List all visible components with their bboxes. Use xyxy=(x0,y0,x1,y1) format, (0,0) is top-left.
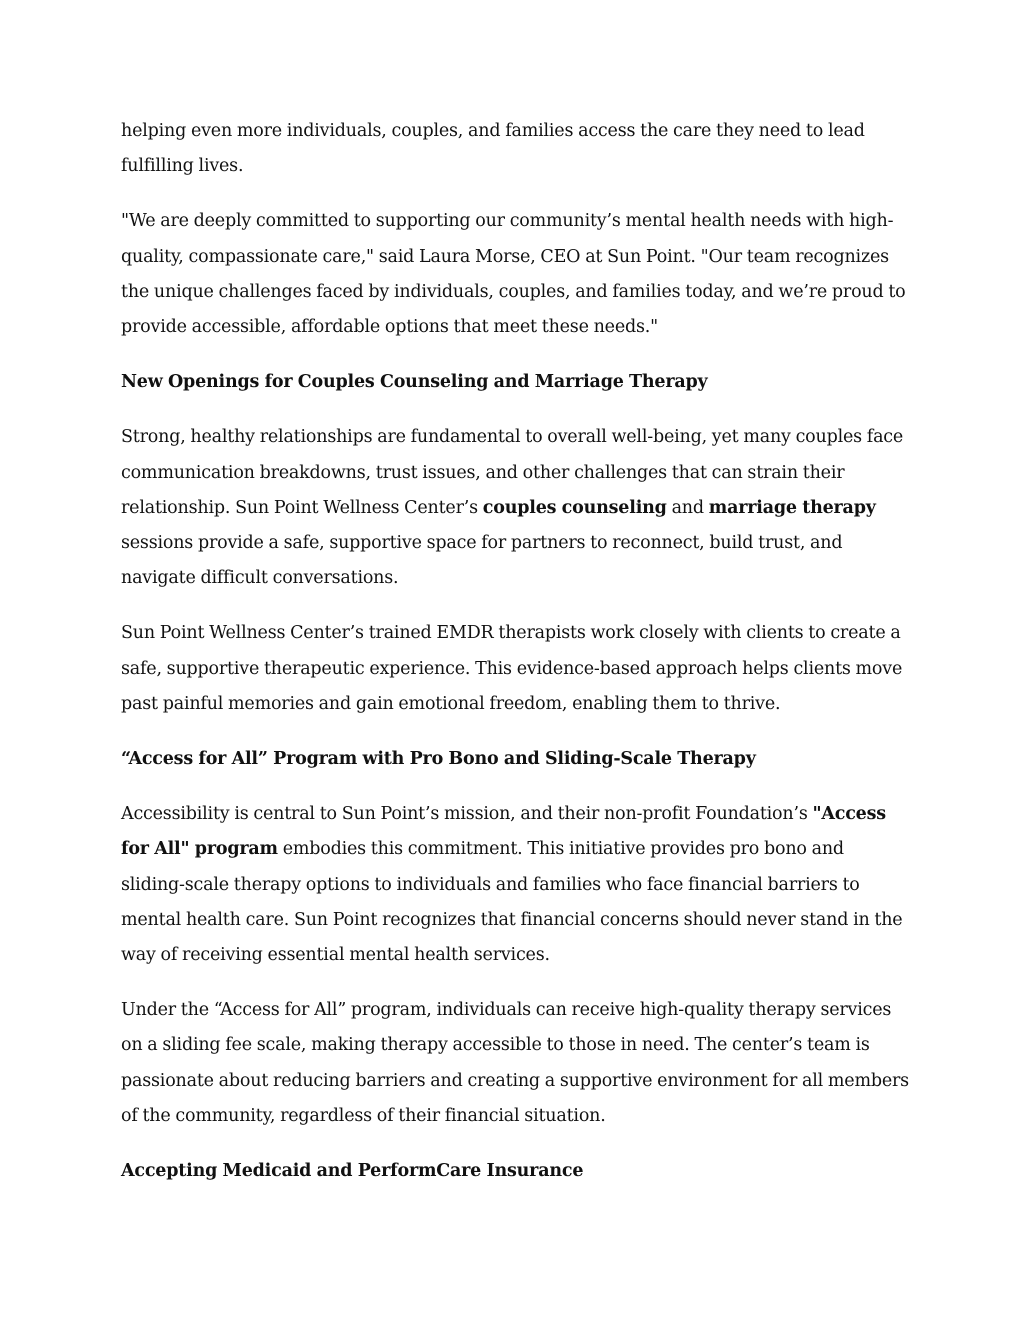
bold-couples-counseling: couples counseling xyxy=(482,497,667,518)
paragraph-emdr: Sun Point Wellness Center’s trained EMDR therapists work closely with clients to create a safe, supportive therapeutic experience. This evidence-based approach helps clients move past painful memories and gain emotional freedom, enabling them to thrive. xyxy=(121,623,903,714)
heading-medicaid: Accepting Medicaid and PerformCare Insurance xyxy=(121,1161,584,1182)
text-span: embodies this commitment. This initiative provides pro bono and sliding-scale therapy options to individuals and families who face financial barriers to mental health care. Sun Point recognizes that financial concerns should never stand in the way of receiving essential mental health services. xyxy=(121,839,903,966)
paragraph-ceo-quote: "We are deeply committed to supporting our community’s mental health needs with high-quality, compassionate care," said Laura Morse, CEO at Sun Point. "Our team recognizes the unique challenges faced by individuals, couples, and families today, and we’re proud to provide accessible, affordable options that meet these needs." xyxy=(121,211,906,338)
paragraph-accessibility xyxy=(121,797,911,973)
heading-couples-counseling: New Openings for Couples Counseling and Marriage Therapy xyxy=(121,372,708,393)
document-page xyxy=(121,114,911,1209)
paragraph-relationships xyxy=(121,420,911,596)
text-span: Accessibility is central to Sun Point’s mission, and their non-profit Foundation’s xyxy=(121,804,813,825)
heading-access-for-all: “Access for All” Program with Pro Bono and Sliding-Scale Therapy xyxy=(121,749,756,770)
bold-marriage-therapy: marriage therapy xyxy=(708,497,876,518)
text-span: and xyxy=(666,497,709,518)
text-span: sessions provide a safe, supportive space for partners to reconnect, build trust, and navigate difficult conversations. xyxy=(121,533,843,589)
text-span: Strong, healthy relationships are fundamental to overall well-being, yet many couples face communication breakdowns, trust issues, and other challenges that can strain their relationship. Sun Point Wellness Center’s xyxy=(121,427,904,518)
bold-access-for-all-program: "Access for All" program xyxy=(121,804,886,860)
paragraph-sliding-scale: Under the “Access for All” program, individuals can receive high-quality therapy services on a sliding fee scale, making therapy accessible to those in need. The center’s team is passionate about reducing barriers and creating a supportive environment for all members of the community, regardless of their financial situation. xyxy=(121,1000,909,1126)
paragraph-intro-continuation: helping even more individuals, couples, and families access the care they need to lead fulfilling lives. xyxy=(121,121,865,177)
